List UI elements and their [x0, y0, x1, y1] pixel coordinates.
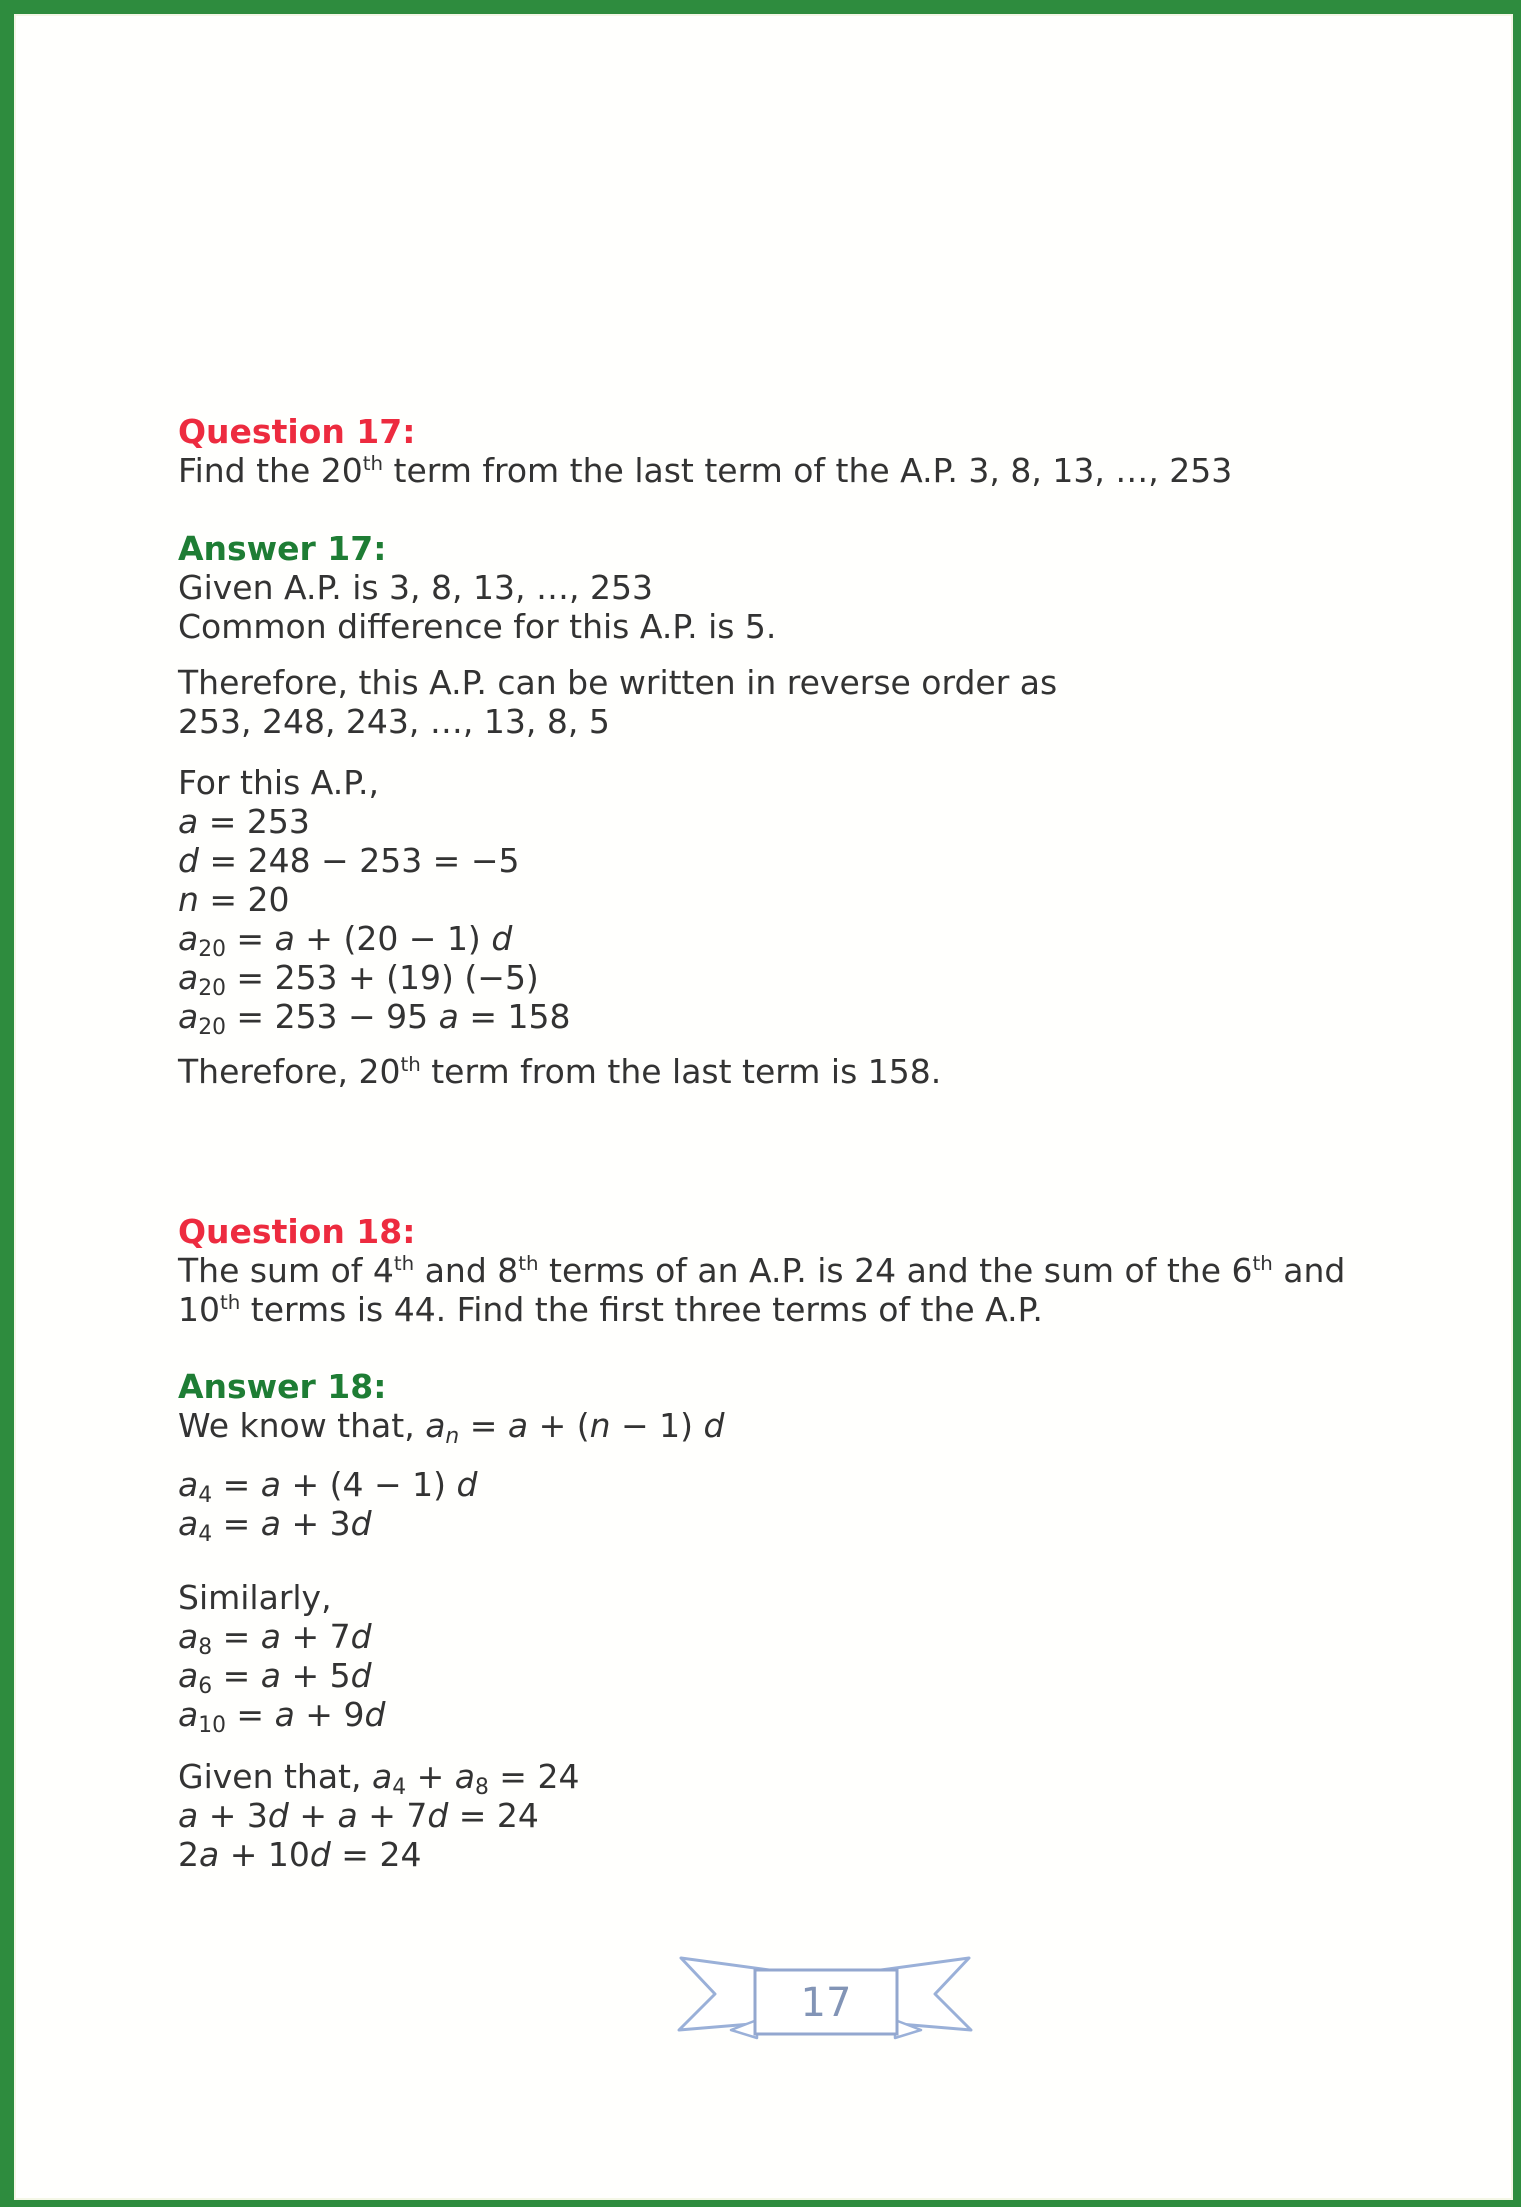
answer-18-heading: Answer 18: — [178, 1367, 387, 1406]
answer-17-working-paragraph — [178, 763, 1443, 1041]
answer-18-section — [178, 1367, 1443, 1450]
answer-18-intro: We know that, $a_n = a + (n - 1)$ d — [178, 1406, 725, 1450]
answer-17-given-line: Given A.P. is 3, 8, 13, …, 253 — [178, 568, 653, 607]
math-line: $a_{20} = 253 + (19)$ (−5) — [178, 958, 539, 1002]
page-number: 17 — [800, 1980, 851, 2026]
page-number-ribbon — [669, 1948, 981, 2044]
math-line: $a_8 = a + 7d$ — [178, 1617, 372, 1661]
math-line: d = 248 − 253 = −5 — [178, 841, 520, 880]
answer-17-conclusion-paragraph — [178, 1052, 1443, 1091]
math-line: $a_4 = a + 3d$ — [178, 1504, 372, 1548]
question-17-text: Find the 20th term from the last term of the A.P. 3, 8, 13, …, 253 — [178, 451, 1233, 490]
math-line: $a_{20} = 253 - 95$ a = 158 — [178, 997, 571, 1041]
answer-17-conclusion: Therefore, 20th term from the last term is 158. — [178, 1052, 942, 1091]
math-line: 2a + 10d = 24 — [178, 1835, 422, 1874]
answer-17-section — [178, 529, 1443, 646]
answer-18-similar-paragraph — [178, 1578, 1443, 1739]
answer-17-heading: Answer 17: — [178, 529, 387, 568]
math-line: For this A.P., — [178, 763, 379, 802]
math-line: Given that, $a_4 + a_8 = 24$ — [178, 1757, 580, 1801]
question-18-section — [178, 1212, 1443, 1329]
question-18-text-line: The sum of 4th and 8th terms of an A.P. is 24 and the sum of the 6th and — [178, 1251, 1346, 1290]
math-line: $a_6 = a + 5d$ — [178, 1656, 372, 1700]
question-18-heading: Question 18: — [178, 1212, 416, 1251]
answer-17-reverse-line: 253, 248, 243, …, 13, 8, 5 — [178, 702, 610, 741]
math-line: n = 20 — [178, 880, 290, 919]
answer-17-given-line: Common difference for this A.P. is 5. — [178, 607, 777, 646]
math-line: $a_{20} = a + (20 - 1)$ d — [178, 919, 513, 963]
answer-18-given-paragraph — [178, 1757, 1443, 1874]
question-17-section — [178, 412, 1443, 490]
math-line: $a_{10} = a + 9d$ — [178, 1695, 386, 1739]
math-line: Similarly, — [178, 1578, 332, 1617]
answer-17-reverse-line: Therefore, this A.P. can be written in reverse order as — [178, 663, 1058, 702]
document-content — [14, 14, 1513, 2044]
answer-17-reverse-paragraph — [178, 663, 1443, 741]
question-18-text-line: 10th terms is 44. Find the first three terms of the A.P. — [178, 1290, 1043, 1329]
math-line: $a_4 = a + (4 - 1)$ d — [178, 1465, 478, 1509]
math-line: a + 3d + a + 7d = 24 — [178, 1796, 539, 1835]
question-17-heading: Question 17: — [178, 412, 416, 451]
math-line: a = 253 — [178, 802, 310, 841]
answer-18-a4-paragraph — [178, 1465, 1443, 1548]
ribbon-banner-icon — [669, 1948, 981, 2044]
